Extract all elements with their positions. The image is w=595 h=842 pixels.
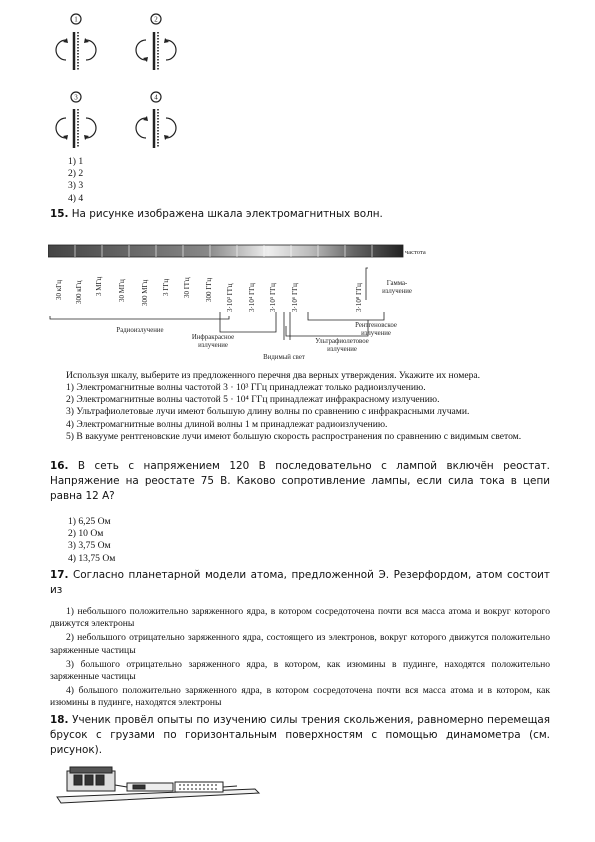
q17-text: Согласно планетарной модели атома, предложенной Э. Резерфордом, атом состоит из — [50, 569, 550, 596]
em-wave-scale — [48, 240, 448, 365]
q17-options — [50, 606, 550, 710]
q17-option-4[interactable]: 4) большого положительно заряженного ядра, в котором сосредоточена почти вся масса атома и в котором, как изюмины в пудинге, находятся электроны — [50, 685, 550, 709]
band-gamma-label: Гамма-излучение — [382, 280, 412, 295]
diagram-label-3: 3 — [74, 93, 78, 102]
q16-text: В сеть с напряжением 120 В последовательно с лампой включён реостат. Напряжение на реостате 75 В. Каково сопротивление лампы, если сила тока в цепи равна 12 А? — [50, 460, 550, 502]
q15-number: 15. — [50, 208, 69, 220]
q17-option-3[interactable]: 3) большого отрицательно заряженного ядра, в котором, как изюмины в пудинге, находятся положительно заряженные частицы — [50, 658, 550, 683]
freq-label-4: 30 МГц — [118, 279, 126, 302]
freq-label-11: 3·10⁵ ГГц — [269, 283, 277, 312]
q16-option-3[interactable]: 3) 3,75 Ом — [68, 540, 111, 552]
q14-option-3[interactable]: 3) 3 — [68, 180, 84, 192]
diagram-label-4: 4 — [154, 93, 158, 102]
freq-label-6: 3 ГГц — [162, 278, 170, 296]
q16-options — [68, 516, 115, 565]
q16-question — [50, 459, 550, 503]
q15-statement-5[interactable]: 5) В вакууме рентгеновские лучи имеют большую скорость распространения по сравнению с видимым светом. — [66, 430, 522, 442]
q14-option-4[interactable]: 4) 4 — [68, 192, 84, 204]
band-ultraviolet-label: Ультрафиолетовое излучение — [315, 338, 369, 353]
freq-label-7: 30 ГГц — [183, 277, 191, 298]
freq-label-12: 3·10⁶ ГГц — [291, 283, 299, 312]
freq-label-8: 300 ГГц — [205, 277, 213, 302]
band-infrared-label: Инфракрасное излучение — [191, 334, 235, 349]
freq-label-3: 3 МГц — [95, 276, 103, 296]
q17-number: 17. — [50, 569, 69, 581]
freq-label-1: 30 кГц — [55, 280, 63, 300]
q15-statement-1[interactable]: 1) Электромагнитные волны частотой 3 · 10³ ГГц принадлежат только радиоизлучению. — [66, 382, 426, 393]
q15-statement-3[interactable]: 3) Ультрафиолетовые лучи имеют большую длину волны по сравнению с инфракрасными лучами. — [66, 406, 470, 418]
q15-statement-2[interactable]: 2) Электромагнитные волны частотой 5 · 10⁴ ГГц принадлежат инфракрасному излучению. — [66, 394, 440, 406]
friction-experiment-drawing — [55, 765, 265, 810]
q15-statements — [50, 382, 550, 443]
freq-label-13: 3·10⁸ ГГц — [355, 283, 363, 312]
band-xray-label: Рентгеновское излучение — [355, 322, 397, 337]
q15-text: На рисунке изображена шкала электромагнитных волн. — [71, 208, 383, 220]
freq-label-10: 3·10⁴ ГГц — [248, 283, 256, 312]
freq-label-9: 3·10³ ГГц — [226, 283, 234, 312]
q14-option-1[interactable]: 1) 1 — [68, 156, 84, 167]
freq-label-5: 300 МГц — [141, 279, 149, 306]
q17-option-2[interactable]: 2) небольшого отрицательно заряженного ядра, состоящего из электронов, вокруг которого движутся положительно заряженные частицы — [50, 632, 550, 656]
band-visible-label: Видимый свет — [263, 354, 305, 361]
q17-option-1[interactable]: 1) небольшого положительно заряженного ядра, в котором сосредоточена почти вся масса атома и вокруг которого движутся электроны — [50, 606, 550, 630]
q14-options — [68, 156, 83, 205]
conductor-field-diagrams — [40, 8, 200, 158]
q14-option-2[interactable]: 2) 2 — [68, 168, 84, 180]
q18-question — [50, 713, 550, 757]
q16-option-2[interactable]: 2) 10 Ом — [68, 528, 104, 540]
q15-instruction: Используя шкалу, выберите из предложенного перечня два верных утверждения. Укажите их номера. — [66, 370, 481, 381]
q18-number: 18. — [50, 714, 69, 726]
scale-axis-label: частота — [405, 249, 426, 256]
diagram-label-1: 1 — [74, 15, 78, 24]
q15-statement-4[interactable]: 4) Электромагнитные волны длиной волны 1 м принадлежат радиоизлучению. — [66, 418, 388, 430]
q16-option-4[interactable]: 4) 13,75 Ом — [68, 552, 116, 564]
q16-number: 16. — [50, 460, 69, 472]
q15-question — [50, 207, 550, 222]
q18-text: Ученик провёл опыты по изучению силы трения скольжения, равномерно перемещая брусок с грузами по горизонтальным поверхностям с помощью динамометра (см. рисунок). — [50, 714, 550, 756]
q17-question — [50, 568, 550, 598]
q16-option-1[interactable]: 1) 6,25 Ом — [68, 516, 111, 527]
freq-label-2: 300 кГц — [75, 280, 83, 304]
band-radio-label: Радиоизлучение — [116, 327, 164, 334]
diagram-label-2: 2 — [154, 15, 158, 24]
